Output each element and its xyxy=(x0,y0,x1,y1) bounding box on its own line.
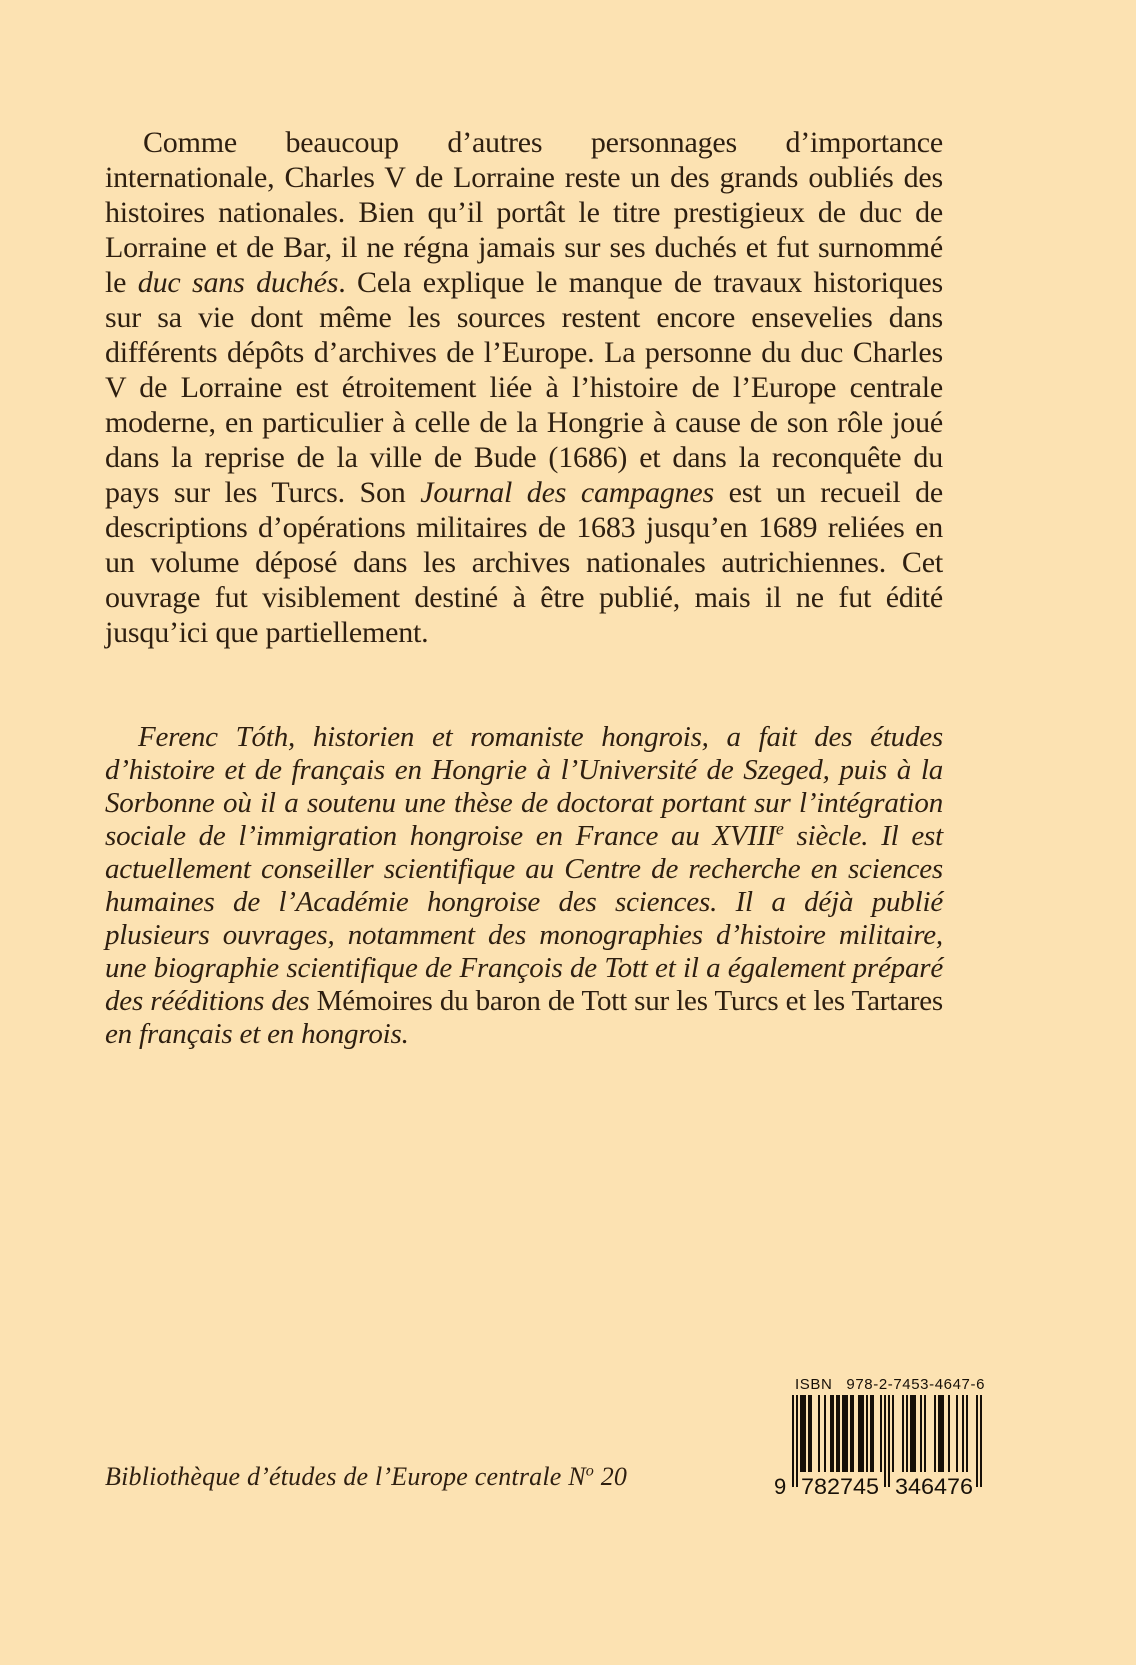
series-title xyxy=(105,1462,627,1492)
series-title-text: Bibliothèque d’études de l’Europe centrale N xyxy=(105,1462,586,1491)
synopsis-text-2: . Cela explique le manque de travaux historiques sur sa vie dont même les sources restent encore ensevelies dans différents dépôts d’archives de l’Europe. La personne du duc Charles V de Lorraine est étroitement liée à l’histoire de l’Europe centrale moderne, en particulier à celle de la Hongrie à cause de son rôle joué dans la reprise de la ville de Bude (1686) et dans la reconquête du pays sur les Turcs. Son xyxy=(105,266,943,509)
isbn-label: ISBN xyxy=(794,1376,833,1393)
bio-text-3: en français et en hongrois. xyxy=(105,1018,409,1050)
synopsis-paragraph xyxy=(105,125,943,650)
barcode-digits-group-1: 782745 xyxy=(801,1474,879,1497)
bio-text-1: Ferenc Tóth, historien et romaniste hongrois, a fait des études d’histoire et de français en Hongrie à l’Université de Szeged, puis à la Sorbonne où il a soutenu une thèse de doctorat portant sur l’intégration sociale de l’immigration hongroise en France au XVIII xyxy=(105,721,943,852)
isbn-barcode-block xyxy=(770,1376,990,1497)
bio-superscript-e: e xyxy=(775,818,784,839)
synopsis-italic-duc-sans-duches: duc sans duchés xyxy=(137,266,339,299)
ean13-barcode xyxy=(770,1395,982,1497)
synopsis-text-3: est un recueil de descriptions d’opérations militaires de 1683 jusqu’en 1689 reliées en un volume déposé dans les archives nationales autrichiennes. Cet ouvrage fut visiblement destiné à être publié, mais il ne fut édité jusqu’ici que partiellement. xyxy=(105,476,943,649)
synopsis-text-1: Comme beaucoup d’autres personnages d’importance internationale, Charles V de Lorraine reste un des grands oubliés des histoires nationales. Bien qu’il portât le titre prestigieux de duc de Lorraine et de Bar, il ne régna jamais sur ses duchés et fut surnommé le xyxy=(105,126,943,299)
barcode-digits-group-2: 346476 xyxy=(895,1474,973,1497)
bio-roman-memoires-title: Mémoires du baron de Tott sur les Turcs et les Tartares xyxy=(316,985,943,1017)
series-numero-superscript: o xyxy=(585,1462,595,1480)
isbn-number: 978-2-7453-4647-6 xyxy=(846,1376,986,1393)
barcode-digit-9: 9 xyxy=(774,1474,787,1497)
synopsis-italic-journal-des-campagnes: Journal des campagnes xyxy=(420,476,715,509)
isbn-line xyxy=(792,1376,988,1393)
author-bio-paragraph xyxy=(105,721,943,1051)
bio-text-2: siècle. Il est actuellement conseiller scientifique au Centre de recherche en sciences humaines de l’Académie hongroise des sciences. Il a déjà publié plusieurs ouvrages, notamment des monographies d’histoire militaire, une biographie scientifique de François de Tott et il a également préparé des rééditions des xyxy=(105,820,943,1017)
series-number: 20 xyxy=(594,1462,628,1491)
